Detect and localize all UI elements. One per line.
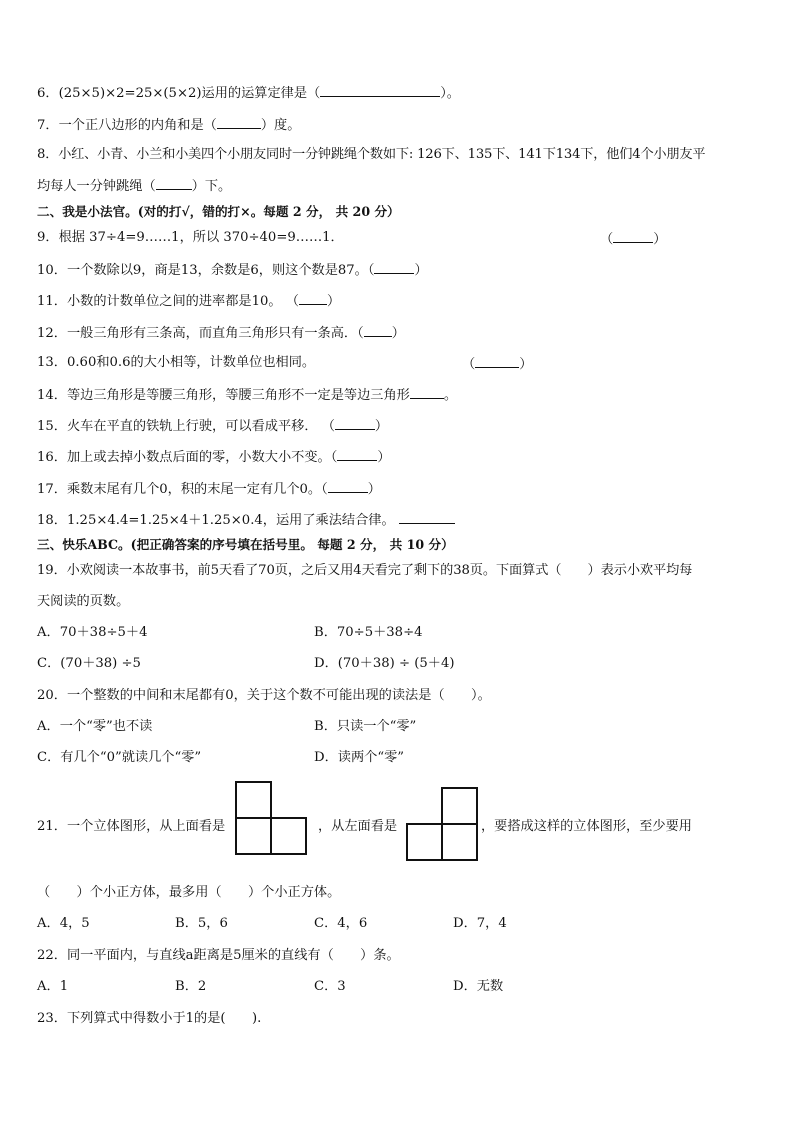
question-10: 10．一个数除以9，商是13，余数是6，则这个数是87。（ ） [37,260,428,280]
question-15: 15．火车在平直的铁轨上行驶，可以看成平移． （ ） [37,416,388,436]
option-a[interactable]: A．一个“零”也不读 [37,719,153,734]
option-c[interactable]: C．4，6 [314,916,368,931]
question-7: 7．一个正八边形的内角和是（ ）度。 [37,115,300,135]
answer-blank[interactable] [299,291,327,305]
section-2-title: 二、我是小法官。(对的打√，错的打×。每题 2 分， 共 20 分） [37,204,400,219]
question-9: 9．根据 37÷4=9……1，所以 370÷40=9……1． [37,230,344,245]
answer-blank[interactable] [399,510,455,524]
question-8-line2: 均每人一分钟跳绳（ ）下。 [37,176,231,196]
question-8: 8．小红、小青、小兰和小美四个小朋友同时一分钟跳绳个数如下: 126下、135下、141下134下，他们4个小朋友平 [37,147,706,162]
question-19-line2: 天阅读的页数。 [37,594,130,609]
question-13: 13．0.60和0.6的大小相等，计数单位也相同。 [37,355,316,370]
option-d[interactable]: D．无数 [453,979,504,994]
question-21-line2: （ ）个小正方体，最多用（ ）个小正方体。 [37,885,341,900]
question-18: 18．1.25×4.4=1.25×4＋1.25×0.4，运用了乘法结合律。 [37,510,455,530]
option-c[interactable]: C．(70＋38) ÷5 [37,656,141,671]
cube-square [406,823,443,861]
section-3-title: 三、快乐ABC。(把正确答案的序号填在括号里。 每题 2 分， 共 10 分） [37,537,454,552]
answer-blank[interactable] [374,260,414,274]
option-a[interactable]: A．70＋38÷5＋4 [37,625,148,640]
cube-square [441,823,478,861]
question-19: 19．小欢阅读一本故事书，前5天看了70页，之后又用4天看完了剩下的38页。下面算式（ ）表示小欢平均每 [37,563,693,578]
option-b[interactable]: B．70÷5＋38÷4 [314,625,423,640]
option-a[interactable]: A．1 [37,979,69,994]
question-21-text-b: ，从左面看是 [318,819,398,834]
question-20: 20．一个整数的中间和末尾都有0，关于这个数不可能出现的读法是（ ）。 [37,688,491,703]
answer-blank[interactable] [475,354,519,368]
answer-blank[interactable] [217,115,261,129]
option-c[interactable]: C．有几个“0”就读几个“零” [37,750,202,765]
answer-blank[interactable] [364,323,392,337]
option-d[interactable]: D．读两个“零” [314,750,404,765]
answer-blank[interactable] [337,447,377,461]
cube-square [441,787,478,825]
option-d[interactable]: D．7，4 [453,916,507,931]
question-13-paren: （ ） [462,354,532,374]
question-22: 22．同一平面内，与直线a距离是5厘米的直线有（ ）条。 [37,948,400,963]
answer-blank[interactable] [320,83,440,97]
question-11: 11．小数的计数单位之间的进率都是10。 （ ） [37,291,340,311]
option-a[interactable]: A．4，5 [37,916,90,931]
question-21-text-c: ，要搭成这样的立体图形，至少要用 [481,819,692,834]
cube-square [270,817,307,855]
option-b[interactable]: B．2 [175,979,207,994]
question-17: 17．乘数末尾有几个0，积的末尾一定有几个0。（ ） [37,479,381,499]
answer-blank[interactable] [613,229,653,243]
question-14: 14．等边三角形是等腰三角形，等腰三角形不一定是等边三角形 。 [37,385,457,405]
answer-blank[interactable] [328,479,368,493]
option-b[interactable]: B．5，6 [175,916,228,931]
answer-blank[interactable] [335,416,375,430]
question-6: 6．(25×5)×2=25×(5×2)运用的运算定律是（ ）。 [37,83,460,103]
question-23: 23．下列算式中得数小于1的是( ). [37,1011,262,1026]
cube-square [235,817,272,855]
option-d[interactable]: D．(70＋38) ÷ (5＋4) [314,656,455,671]
option-b[interactable]: B．只读一个“零” [314,719,417,734]
question-16: 16．加上或去掉小数点后面的零，小数大小不变。（ ） [37,447,391,467]
cube-square [235,781,272,819]
answer-blank[interactable] [156,176,192,190]
question-12: 12．一般三角形有三条高，而直角三角形只有一条高．（ ） [37,323,405,343]
answer-blank[interactable] [410,385,444,399]
question-21: 21．一个立体图形，从上面看是 [37,819,226,834]
question-9-paren: （ ） [600,229,666,249]
option-c[interactable]: C．3 [314,979,346,994]
